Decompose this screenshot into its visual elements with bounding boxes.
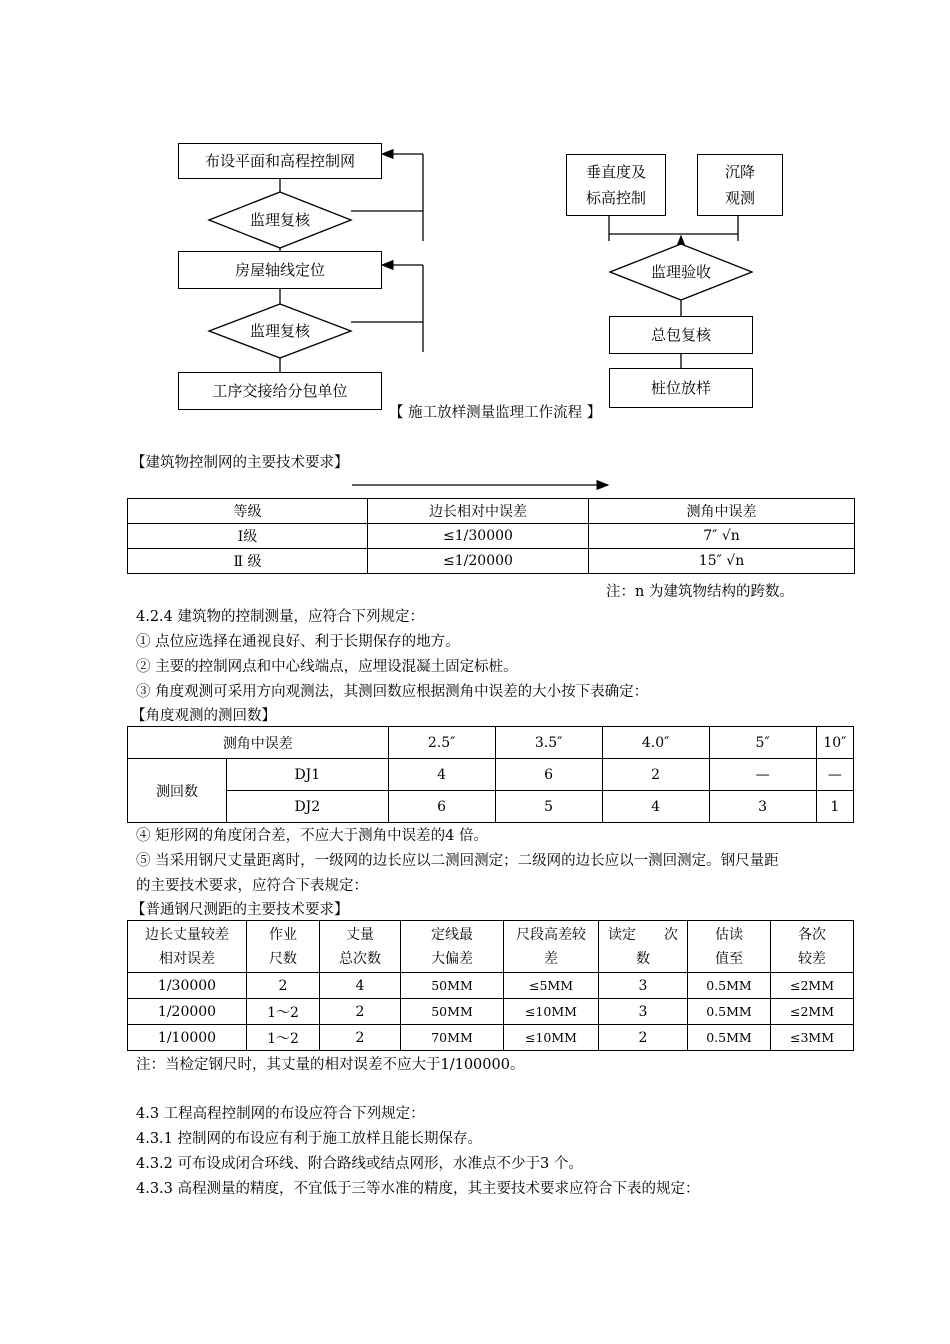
flow-box-axis-positioning: 房屋轴线定位	[178, 251, 382, 289]
t3-h6b: 值至	[715, 950, 743, 967]
t3-cell: 2	[320, 999, 401, 1025]
t1-cell: ≤1/20000	[368, 549, 589, 574]
section-43-heading: 4.3 工程高程控制网的布设应符合下列规定：	[136, 1106, 425, 1122]
t2-row-name: DJ2	[227, 791, 389, 823]
t3-cell: 1/20000	[128, 999, 247, 1025]
t3-header	[688, 921, 771, 973]
table2-title: 【角度观测的测回数】	[131, 708, 276, 724]
t3-h7a: 各次	[798, 926, 826, 943]
t2-cell: 4	[388, 759, 495, 791]
t3-cell: 2	[599, 1025, 688, 1051]
flow-box-pile-layout: 桩位放样	[609, 368, 753, 408]
t3-h3b: 大偏差	[431, 950, 473, 967]
t3-cell: ≤10MM	[504, 999, 599, 1025]
flow-diamond-review-2: 监理复核	[249, 322, 310, 340]
section-43-p1: 4.3.1 控制网的布设应有利于施工放样且能长期保存。	[136, 1131, 483, 1147]
t2-header-value: 5″	[709, 727, 816, 759]
section-424-item1: ① 点位应选择在通视良好、利于长期保存的地方。	[136, 634, 460, 650]
t1-cell: Ⅰ级	[128, 524, 368, 549]
t3-cell: ≤3MM	[771, 1025, 854, 1051]
t3-cell: 50MM	[401, 999, 504, 1025]
t3-h0a: 边长丈量较差	[145, 926, 229, 943]
steel-tape-table	[127, 920, 854, 1051]
table3-title: 【普通钢尺测距的主要技术要求】	[131, 902, 349, 918]
flow-box-settlement	[697, 154, 783, 216]
t3-cell: 0.5MM	[688, 973, 771, 999]
item5-line2: 的主要技术要求，应符合下表规定：	[136, 878, 368, 894]
t3-h5a: 读定 次	[608, 926, 678, 943]
t2-row-group: 测回数	[128, 759, 227, 823]
item4: ④ 矩形网的角度闭合差，不应大于测角中误差的4 倍。	[136, 828, 488, 844]
t3-cell: 2	[320, 1025, 401, 1051]
t3-cell: ≤2MM	[771, 973, 854, 999]
t1-cell: ≤1/30000	[368, 524, 589, 549]
section-43-p2: 4.3.2 可布设成闭合环线、附合路线或结点网形，水准点不少于3 个。	[136, 1156, 583, 1172]
verticality-line1: 垂直度及	[585, 163, 646, 181]
t3-cell: 50MM	[401, 973, 504, 999]
settlement-line2: 观测	[724, 189, 755, 207]
flow-box-handover: 工序交接给分包单位	[178, 372, 382, 410]
t3-cell: 1/30000	[128, 973, 247, 999]
t3-h1a: 作业	[269, 926, 297, 943]
flow-diamond-accept: 监理验收	[650, 263, 711, 281]
section-424-item2: ② 主要的控制网点和中心线端点，应埋设混凝土固定标桩。	[136, 659, 518, 675]
t3-header	[599, 921, 688, 973]
t3-h5b: 数	[636, 950, 650, 967]
t1-header-angle-error: 测角中误差	[589, 499, 855, 524]
t2-cell: 2	[602, 759, 709, 791]
table3-note: 注：当检定钢尺时，其丈量的相对误差不应大于1/100000。	[136, 1057, 525, 1073]
t3-h4b: 差	[544, 950, 558, 967]
t3-header	[504, 921, 599, 973]
t2-header-value: 10″	[816, 727, 853, 759]
t3-cell: 1～2	[247, 1025, 320, 1051]
t3-h4a: 尺段高差较	[516, 926, 586, 943]
t3-h7b: 较差	[798, 950, 826, 967]
t3-cell: 4	[320, 973, 401, 999]
t2-cell: 5	[495, 791, 602, 823]
settlement-line1: 沉降	[724, 163, 755, 181]
t3-cell: ≤2MM	[771, 999, 854, 1025]
table1-note: 注：n 为建筑物结构的跨数。	[606, 584, 794, 600]
section-43-p3: 4.3.3 高程测量的精度，不宜低于三等水准的精度，其主要技术要求应符合下表的规定：	[136, 1181, 700, 1197]
t3-h6a: 估读	[715, 926, 743, 943]
t3-cell: 2	[247, 973, 320, 999]
t2-header-value: 3.5″	[495, 727, 602, 759]
verticality-line2: 标高控制	[585, 189, 646, 207]
t3-header	[128, 921, 247, 973]
section-424-heading: 4.2.4 建筑物的控制测量，应符合下列规定：	[136, 609, 425, 625]
t3-cell: 1/10000	[128, 1025, 247, 1051]
t3-h3a: 定线最	[431, 926, 473, 943]
t2-cell: —	[816, 759, 853, 791]
t3-cell: 3	[599, 999, 688, 1025]
t3-h0b: 相对误差	[159, 950, 215, 967]
t2-cell: 6	[388, 791, 495, 823]
item5-line1: ⑤ 当采用钢尺丈量距离时，一级网的边长应以二测回测定；二级网的边长应以一测回测定。钢尺量距	[136, 853, 779, 869]
table1-title: 【建筑物控制网的主要技术要求】	[131, 455, 349, 471]
t3-cell: 70MM	[401, 1025, 504, 1051]
flow-box-control-network: 布设平面和高程控制网	[178, 143, 382, 179]
t2-header-value: 2.5″	[388, 727, 495, 759]
t3-cell: 0.5MM	[688, 1025, 771, 1051]
t2-row-name: DJ1	[227, 759, 389, 791]
t3-cell: ≤5MM	[504, 973, 599, 999]
t3-header	[771, 921, 854, 973]
control-network-table	[127, 498, 855, 574]
t3-header	[320, 921, 401, 973]
t2-cell: 3	[709, 791, 816, 823]
flow-box-verticality	[566, 154, 666, 216]
t3-header	[247, 921, 320, 973]
t3-header	[401, 921, 504, 973]
flow-caption: 【 施工放样测量监理工作流程 】	[389, 405, 602, 421]
t2-cell: 6	[495, 759, 602, 791]
flow-box-contractor-check: 总包复核	[609, 316, 753, 354]
t2-cell: —	[709, 759, 816, 791]
t1-header-side-error: 边长相对中误差	[368, 499, 589, 524]
t3-cell: 0.5MM	[688, 999, 771, 1025]
t2-cell: 4	[602, 791, 709, 823]
section-424-item3: ③ 角度观测可采用方向观测法，其测回数应根据测角中误差的大小按下表确定：	[136, 684, 649, 700]
t3-h2a: 丈量	[346, 926, 374, 943]
t2-header-label: 测角中误差	[128, 727, 389, 759]
t2-header-value: 4.0″	[602, 727, 709, 759]
t3-cell: ≤10MM	[504, 1025, 599, 1051]
t2-cell: 1	[816, 791, 853, 823]
t3-cell: 3	[599, 973, 688, 999]
t1-cell: Ⅱ 级	[128, 549, 368, 574]
t1-cell: 7″ √n	[589, 524, 855, 549]
t3-cell: 1～2	[247, 999, 320, 1025]
t3-h1b: 尺数	[269, 950, 297, 967]
flow-diamond-review-1: 监理复核	[249, 211, 310, 229]
angle-observation-table	[127, 726, 854, 823]
t3-h2b: 总次数	[339, 950, 381, 967]
t1-header-grade: 等级	[128, 499, 368, 524]
t1-cell: 15″ √n	[589, 549, 855, 574]
